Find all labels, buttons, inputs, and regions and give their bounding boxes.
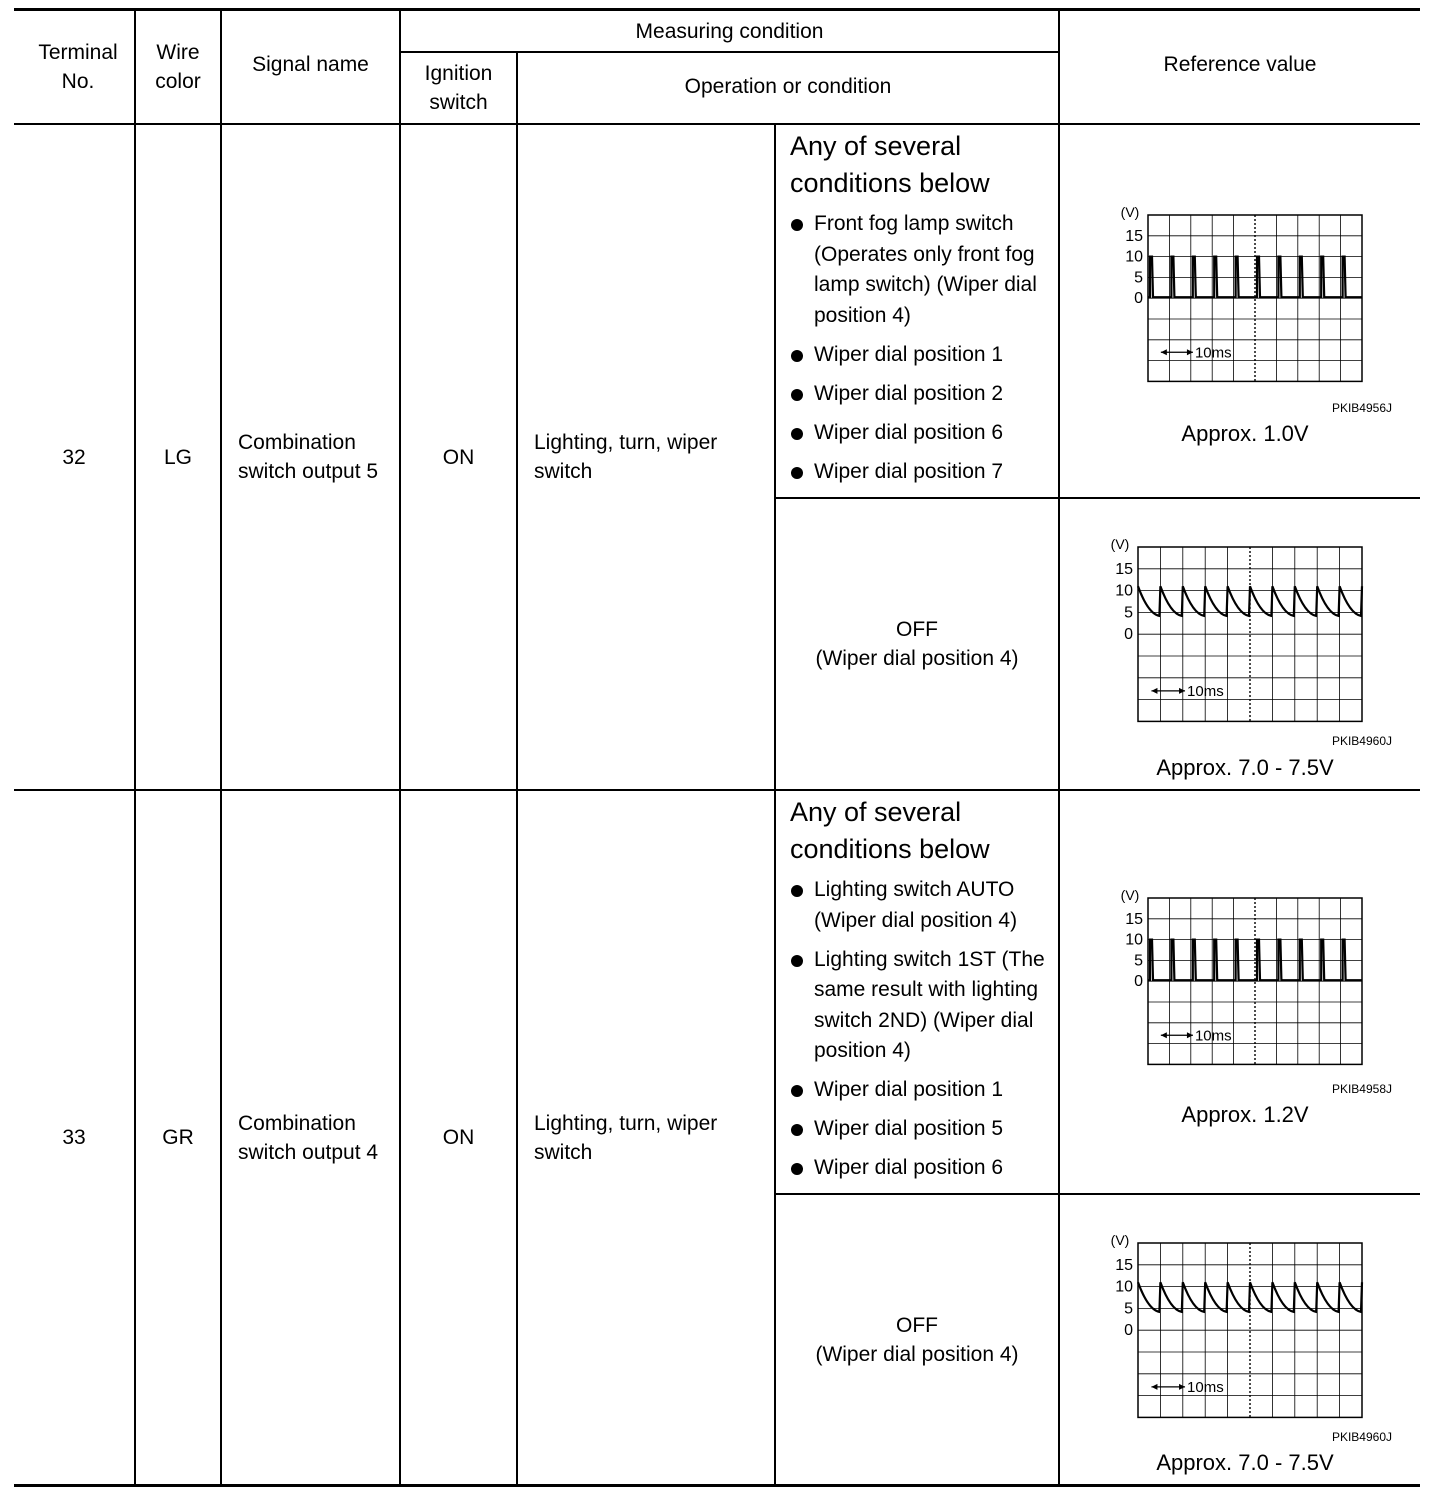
time-scale-label: 10ms	[1194, 344, 1232, 362]
header-ignition-switch: Ignition switch	[424, 62, 493, 114]
waveform-scope	[1100, 200, 1370, 390]
header-operation-or-condition: Operation or condition	[684, 74, 892, 98]
header-wire-color: Wire color	[155, 41, 201, 93]
header-terminal-no: Terminal No.	[38, 41, 118, 93]
list-item: Wiper dial position 5	[790, 1114, 1052, 1145]
row-32-wire-color: LG	[163, 445, 192, 469]
unit-label: (V)	[1110, 536, 1130, 552]
figure-code: PKIB4960J	[1331, 1430, 1392, 1444]
y-tick-label: 5	[1124, 604, 1133, 622]
list-item: Wiper dial position 2	[790, 379, 1052, 410]
time-scale-label: 10ms	[1194, 1027, 1232, 1045]
off-label: OFF	[896, 1313, 938, 1337]
row-33-off-condition	[776, 1195, 1058, 1484]
row-32-off-condition	[776, 499, 1058, 789]
row-33-operation: Lighting, turn, wiper switch	[534, 1111, 718, 1164]
row-33-condition-list	[790, 794, 1052, 1192]
condition-heading: Any of several conditions below	[790, 131, 990, 198]
reference-value: Approx. 1.2V	[1181, 1102, 1309, 1127]
col-divider-reference	[1058, 10, 1060, 1486]
y-tick-label: 0	[1134, 973, 1143, 991]
off-label: OFF	[896, 618, 938, 641]
y-tick-label: 0	[1134, 290, 1143, 308]
figure-code: PKIB4960J	[1331, 734, 1392, 748]
reference-value: Approx. 7.0 - 7.5V	[1156, 1450, 1334, 1475]
row-32-ignition: ON	[442, 445, 475, 469]
list-item: Wiper dial position 1	[790, 340, 1052, 371]
y-tick-label: 0	[1124, 626, 1133, 644]
unit-label: (V)	[1120, 204, 1140, 220]
header-signal-name: Signal name	[252, 52, 369, 76]
figure-code: PKIB4956J	[1331, 401, 1392, 415]
reference-value: Approx. 1.0V	[1181, 421, 1309, 446]
figure-code: PKIB4958J	[1331, 1082, 1392, 1096]
row-32-terminal: 32	[62, 445, 86, 469]
waveform-scope	[1090, 1228, 1370, 1423]
header-reference-value: Reference value	[1163, 52, 1317, 76]
time-scale-label: 10ms	[1187, 1378, 1224, 1396]
unit-label: (V)	[1110, 1232, 1130, 1248]
row-33-wire-color: GR	[162, 1126, 194, 1149]
row-32-operation: Lighting, turn, wiper switch	[534, 431, 718, 483]
list-item: Wiper dial position 6	[790, 418, 1052, 449]
y-tick-label: 15	[1125, 910, 1143, 928]
y-tick-label: 0	[1124, 1322, 1133, 1340]
y-tick-label: 15	[1115, 1256, 1133, 1274]
y-tick-label: 10	[1125, 248, 1143, 266]
row-32-condition-list	[790, 128, 1052, 496]
table-bottom-border	[14, 1484, 1420, 1487]
y-tick-label: 15	[1125, 227, 1143, 245]
y-tick-label: 10	[1115, 582, 1133, 600]
list-item: Front fog lamp switch (Operates only front fog lamp switch) (Wiper dial position 4)	[790, 209, 1052, 331]
list-item: Wiper dial position 1	[790, 1075, 1052, 1106]
row-33-ignition: ON	[442, 1126, 475, 1149]
list-item: Lighting switch 1ST (The same result with lighting switch 2ND) (Wiper dial position 4)	[790, 945, 1052, 1067]
header-measuring-condition: Measuring condition	[635, 19, 824, 43]
off-detail: (Wiper dial position 4)	[815, 647, 1019, 670]
list-item: Wiper dial position 7	[790, 457, 1052, 488]
reference-value: Approx. 7.0 - 7.5V	[1156, 755, 1334, 780]
y-tick-label: 15	[1115, 560, 1133, 578]
y-tick-label: 10	[1125, 931, 1143, 949]
row-32-signal-name: Combination switch output 5	[238, 431, 379, 483]
off-detail: (Wiper dial position 4)	[815, 1342, 1019, 1366]
waveform-scope	[1100, 883, 1370, 1073]
y-tick-label: 5	[1124, 1300, 1133, 1318]
row-33-signal-name: Combination switch output 4	[238, 1111, 379, 1164]
y-tick-label: 5	[1134, 269, 1143, 287]
waveform-scope	[1090, 532, 1370, 727]
unit-label: (V)	[1120, 887, 1140, 903]
list-item: Wiper dial position 6	[790, 1153, 1052, 1184]
list-item: Lighting switch AUTO (Wiper dial position 4)	[790, 875, 1052, 936]
row-33-terminal: 33	[62, 1126, 86, 1149]
condition-heading: Any of several conditions below	[790, 797, 990, 864]
y-tick-label: 5	[1134, 952, 1143, 970]
time-scale-label: 10ms	[1187, 682, 1224, 700]
y-tick-label: 10	[1115, 1278, 1133, 1296]
